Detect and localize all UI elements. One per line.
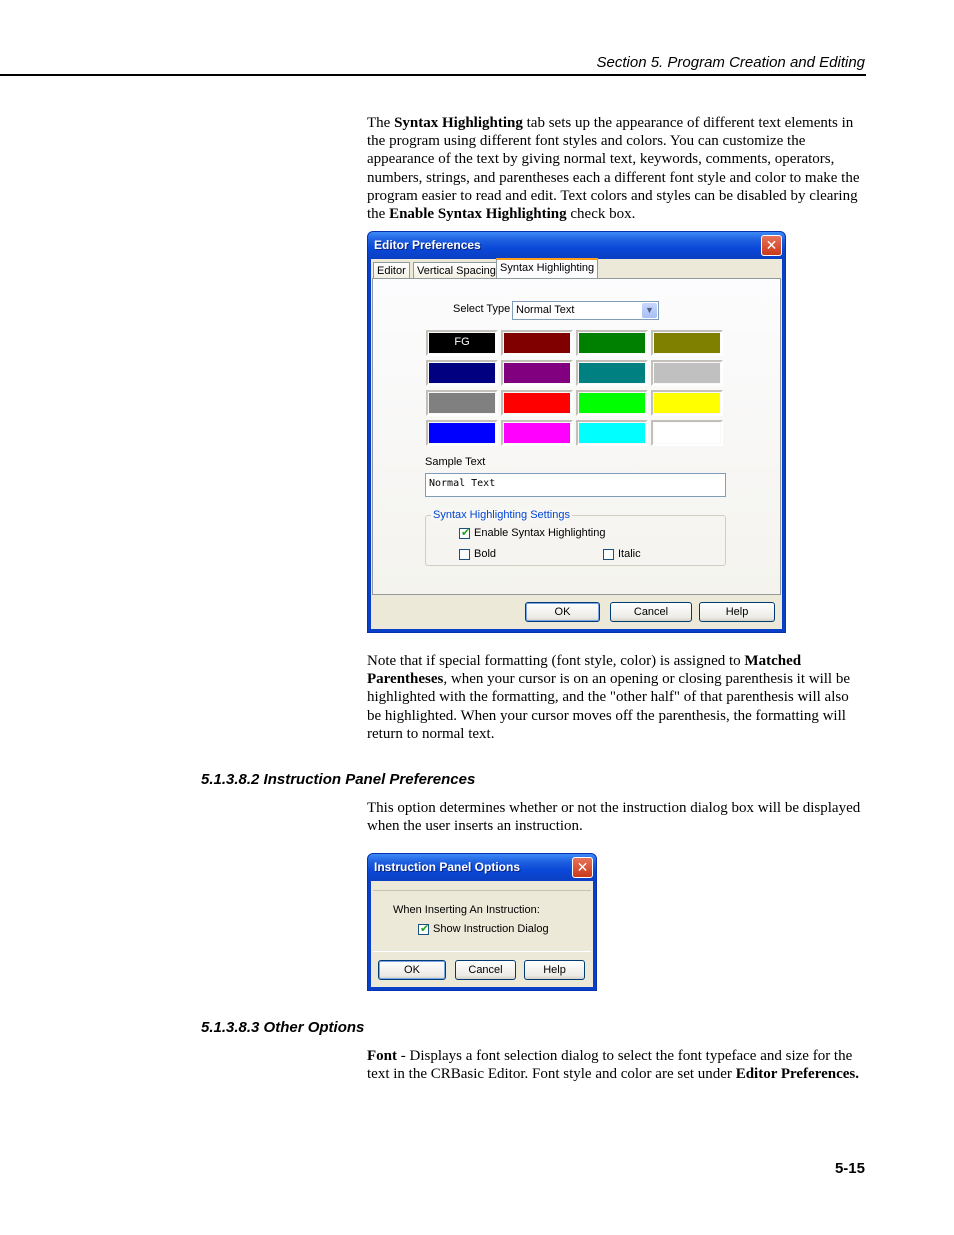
group-label: Syntax Highlighting Settings [433,509,570,521]
select-type-dropdown[interactable] [512,301,659,320]
chevron-down-icon[interactable]: ▼ [642,303,657,318]
bold-checkbox[interactable] [459,549,470,560]
swatch-fill [654,423,720,443]
tab-panel [372,278,781,595]
swatch-fill [504,363,570,383]
color-swatch[interactable] [651,390,723,416]
sample-text-field[interactable] [425,473,726,497]
swatch-fill [579,423,645,443]
italic-label: Italic [618,548,641,560]
swatch-fill [654,333,720,353]
color-swatch[interactable] [501,360,573,386]
insert-prompt-label: When Inserting An Instruction: [393,904,540,916]
show-instruction-label: Show Instruction Dialog [433,923,549,935]
header-rule [0,74,866,76]
cancel-button[interactable]: Cancel [455,960,516,980]
editor-preferences-bold: Editor Preferences. [735,1066,859,1083]
font-option-paragraph [367,1047,864,1083]
sample-text-label: Sample Text [425,456,486,468]
intro-text-2: tab sets up the appearance of different text elements in the program using different font styles and colors. You can customize the appearance of the text by giving normal text, keywords, comments, operators, numbers, strings, and parentheses each a different font style and color to make the program easier to read and edit. Text colors and styles can be disabled by clearing the [367,115,860,223]
color-swatch[interactable] [651,420,723,446]
color-swatch[interactable] [651,330,723,356]
intro-text-1: The [367,115,395,131]
instruction-dialog-title: Instruction Panel Options [374,860,521,874]
swatch-fill [504,333,570,353]
checkmark-icon: ✔ [420,923,430,935]
show-instruction-checkbox[interactable] [418,924,429,935]
swatch-fill [504,423,570,443]
editor-dialog-title: Editor Preferences [374,238,481,252]
swatch-fill [654,363,720,383]
color-swatch[interactable] [501,420,573,446]
instruction-panel-dialog [367,853,597,991]
color-swatch[interactable] [426,390,498,416]
color-swatch[interactable] [501,330,573,356]
tab-syntax-highlighting[interactable]: Syntax Highlighting [496,258,598,279]
select-type-value: Normal Text [516,304,575,316]
color-swatch[interactable] [501,390,573,416]
ok-button[interactable]: OK [378,960,446,980]
cancel-button[interactable]: Cancel [610,602,692,622]
close-icon[interactable]: ✕ [761,235,782,256]
syntax-settings-group [425,509,726,566]
note-bold-matched-parentheses: Matched Parentheses [367,653,802,688]
heading-instruction-panel-preferences: 5.1.3.8.2 Instruction Panel Preferences [201,771,476,788]
instruction-panel-frame [373,890,591,952]
running-header: Section 5. Program Creation and Editing [596,54,865,71]
instruction-dialog-body [371,881,593,987]
checkmark-icon: ✔ [461,527,471,539]
intro-paragraph [367,114,864,223]
swatch-fill [429,363,495,383]
tab-vertical-spacing[interactable]: Vertical Spacing [413,262,500,279]
note-paragraph [367,652,864,743]
swatch-fill [429,393,495,413]
swatch-fill [579,393,645,413]
color-swatch[interactable] [576,420,648,446]
enable-syntax-checkbox[interactable] [459,528,470,539]
color-swatch[interactable] [426,330,498,356]
color-swatch[interactable] [426,420,498,446]
editor-dialog-titlebar [368,232,785,259]
font-bold-label: Font [367,1048,397,1064]
color-grid [426,330,726,448]
help-button[interactable]: Help [524,960,585,980]
note-text-1: Note that if special formatting (font style, color) is assigned to [367,653,745,669]
color-swatch[interactable] [651,360,723,386]
bold-label: Bold [474,548,497,560]
color-swatch[interactable] [576,330,648,356]
instruction-panel-paragraph: This option determines whether or not the instruction dialog box will be displayed when the user inserts an instruction. [367,800,861,835]
ok-button[interactable]: OK [525,602,600,622]
swatch-fill [429,423,495,443]
editor-preferences-dialog [367,231,786,633]
note-text-2: , when your cursor is on an opening or closing parenthesis it will be highlighted with the formatting, and the "other half" of that parenthesis will also be highlighted. When your cursor moves off the parenthesis, the formatting will return to normal text. [367,671,850,742]
intro-bold-syntax-highlighting: Syntax Highlighting [394,115,523,131]
instruction-dialog-titlebar [368,854,596,881]
select-type-label: Select Type [453,303,511,315]
intro-text-3: check box. [566,206,636,223]
intro-bold-enable-syntax: Enable Syntax Highlighting [389,206,567,223]
color-swatch[interactable] [426,360,498,386]
color-swatch[interactable] [576,360,648,386]
swatch-fill [504,393,570,413]
fg-label: FG [454,336,470,348]
color-swatch[interactable] [576,390,648,416]
swatch-fill [579,363,645,383]
help-button[interactable]: Help [699,602,775,622]
editor-dialog-body [371,259,782,629]
swatch-fill [579,333,645,353]
sample-text-value: Normal Text [429,478,496,489]
close-icon[interactable]: ✕ [572,857,593,878]
enable-syntax-label: Enable Syntax Highlighting [474,527,606,539]
page-number: 5-15 [834,1160,865,1177]
swatch-fill [654,393,720,413]
tab-editor[interactable]: Editor [373,262,410,279]
font-option-text: - Displays a font selection dialog to select the font typeface and size for the text in the CRBasic Editor. Font style and color are set under [367,1048,853,1083]
italic-checkbox[interactable] [603,549,614,560]
heading-other-options: 5.1.3.8.3 Other Options [201,1019,365,1036]
